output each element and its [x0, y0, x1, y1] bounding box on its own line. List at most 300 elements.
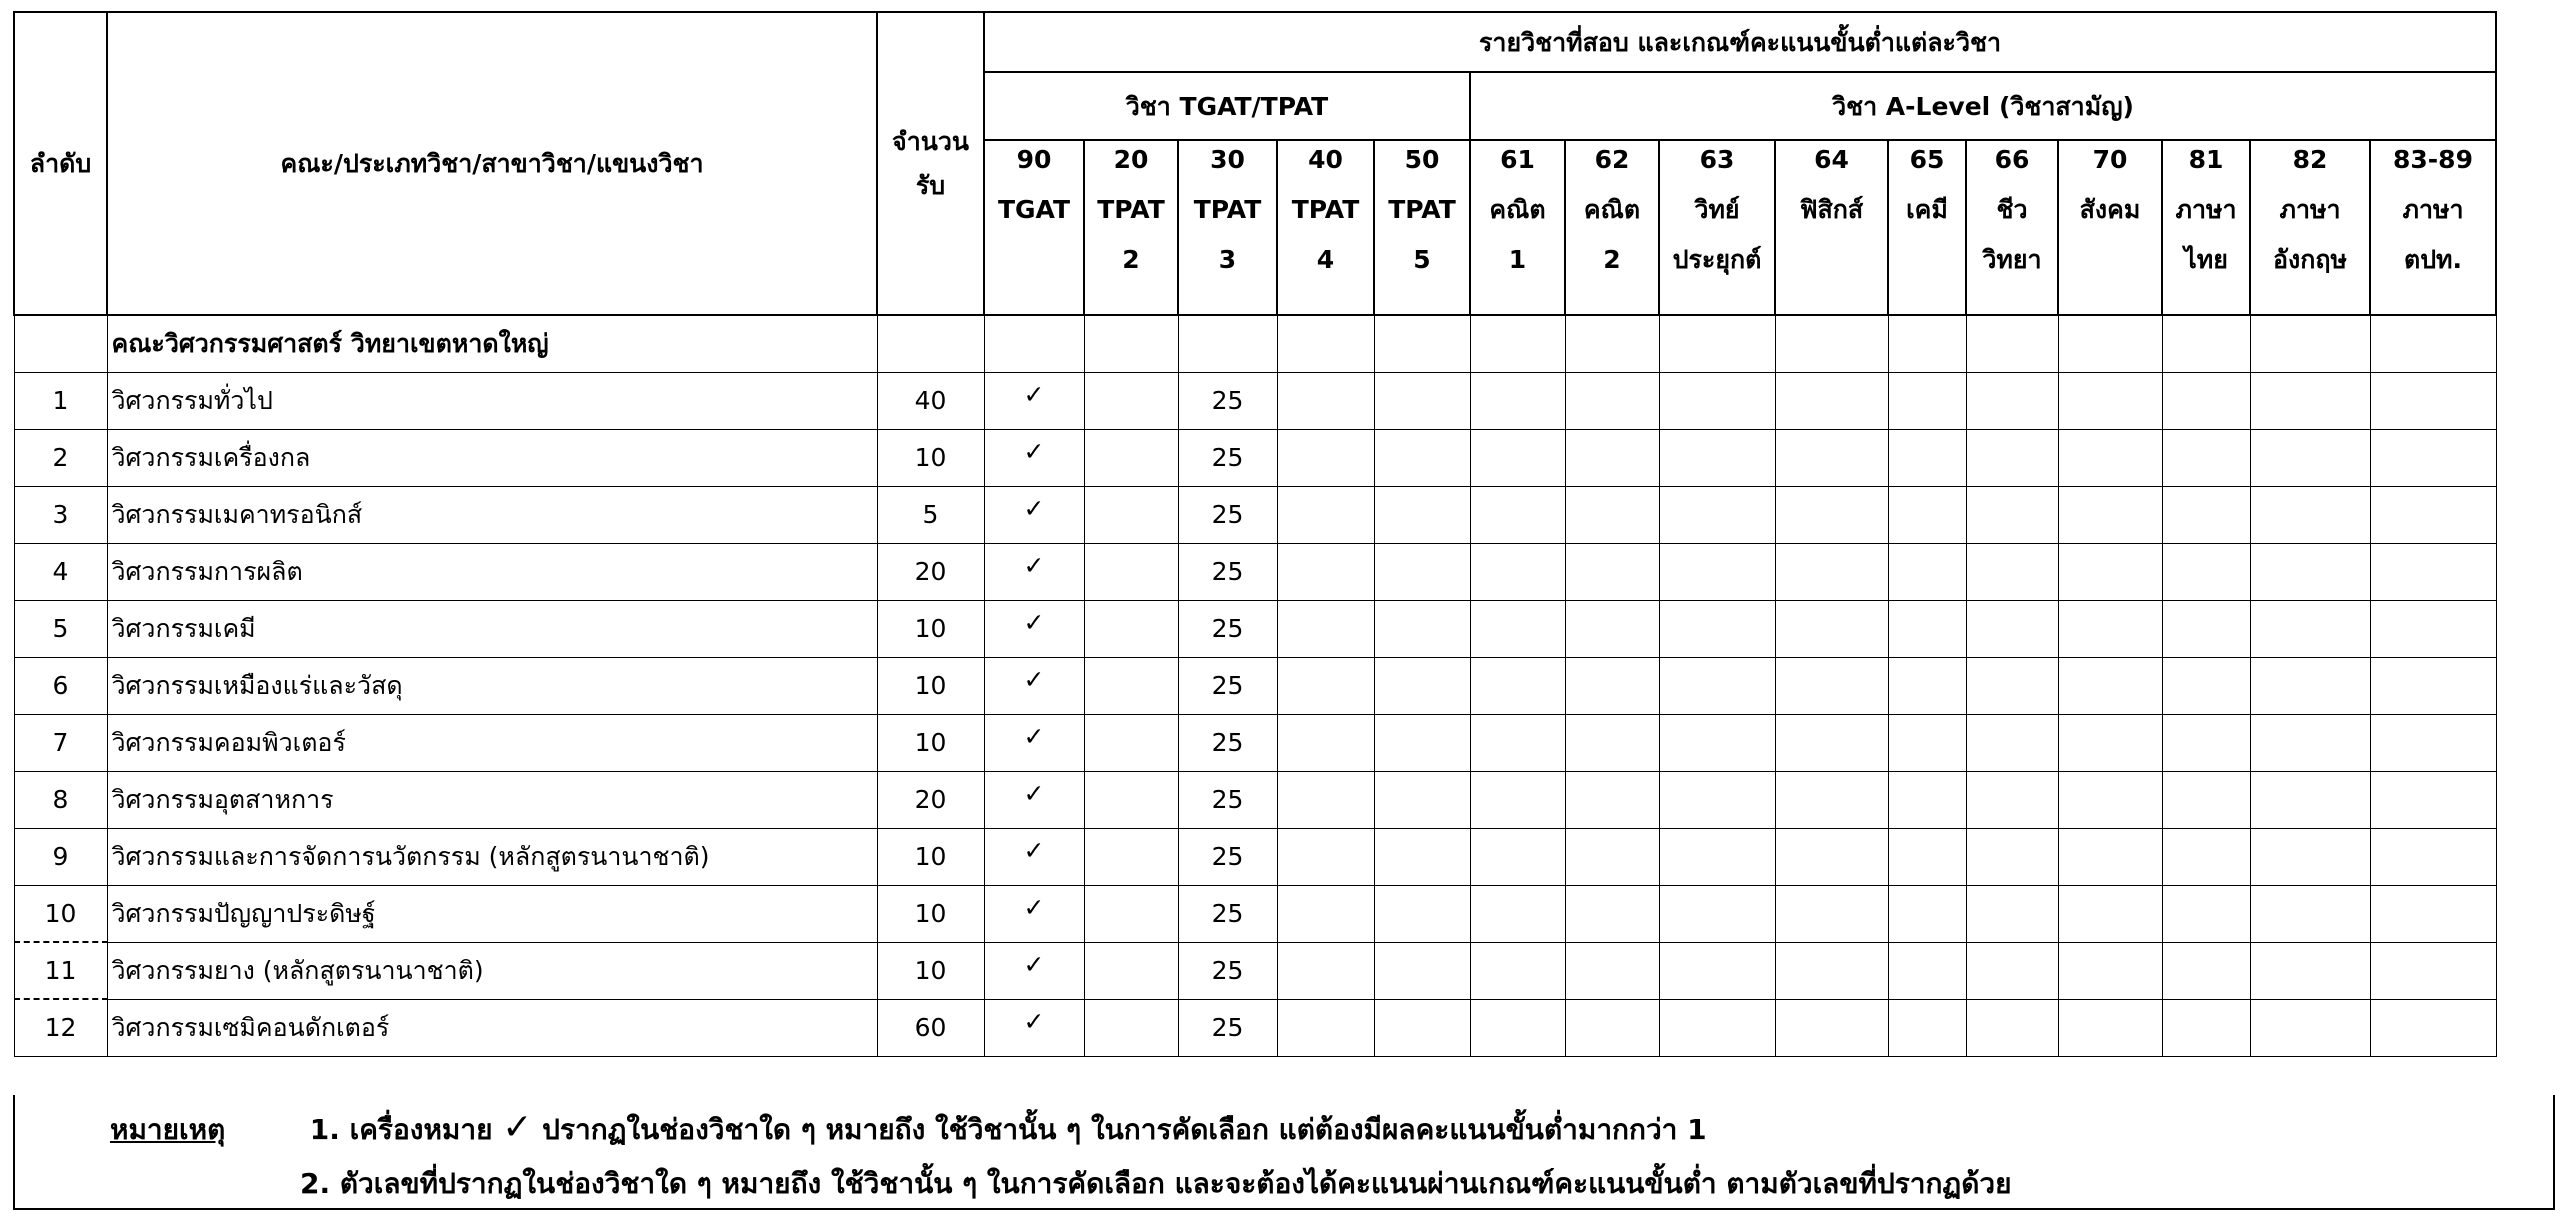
empty-score-cell — [2058, 543, 2162, 600]
faculty-row-quota-cell — [877, 315, 984, 372]
empty-score-cell — [2370, 429, 2496, 486]
tpat3-value: 25 — [1178, 429, 1277, 486]
tpat2-cell — [1084, 486, 1178, 543]
empty-score-cell — [1470, 429, 1565, 486]
subject-l2: 5 — [1413, 245, 1431, 274]
empty-score-cell — [1966, 429, 2058, 486]
empty-score-cell — [1277, 486, 1374, 543]
empty-score-cell — [1374, 771, 1470, 828]
empty-score-cell — [1659, 828, 1775, 885]
faculty-row-cell — [984, 315, 1084, 372]
empty-score-cell — [1565, 828, 1659, 885]
tpat3-value: 25 — [1178, 600, 1277, 657]
empty-score-cell — [2370, 885, 2496, 942]
empty-score-cell — [2162, 600, 2250, 657]
empty-score-cell — [1277, 657, 1374, 714]
empty-score-cell — [2162, 828, 2250, 885]
subject-header-65 — [1888, 140, 1966, 315]
row-number: 9 — [14, 828, 107, 885]
tgat-cell — [984, 600, 1084, 657]
tgat-cell — [984, 771, 1084, 828]
subject-l1: วิทย์ — [1694, 195, 1740, 224]
empty-score-cell — [2370, 771, 2496, 828]
empty-score-cell — [2162, 429, 2250, 486]
subject-l1: ภาษา — [2175, 195, 2237, 224]
empty-score-cell — [2058, 600, 2162, 657]
empty-score-cell — [2370, 999, 2496, 1056]
table-row — [14, 942, 2496, 999]
faculty-row-cell — [1178, 315, 1277, 372]
empty-score-cell — [1888, 828, 1966, 885]
empty-score-cell — [1888, 600, 1966, 657]
empty-score-cell — [1659, 771, 1775, 828]
empty-score-cell — [1888, 942, 1966, 999]
empty-score-cell — [1966, 486, 2058, 543]
tgat-cell — [984, 942, 1084, 999]
empty-score-cell — [1659, 429, 1775, 486]
empty-score-cell — [2250, 486, 2370, 543]
subject-header-90 — [984, 140, 1084, 315]
empty-score-cell — [1565, 600, 1659, 657]
program-name: วิศวกรรมการผลิต — [107, 543, 877, 600]
quota-value: 10 — [877, 429, 984, 486]
empty-score-cell — [1277, 714, 1374, 771]
empty-score-cell — [2058, 714, 2162, 771]
tpat3-value: 25 — [1178, 885, 1277, 942]
empty-score-cell — [1659, 486, 1775, 543]
empty-score-cell — [1374, 543, 1470, 600]
empty-score-cell — [1966, 771, 2058, 828]
check-mark-icon: ✓ — [1023, 950, 1045, 979]
subject-l1: TPAT — [1291, 195, 1360, 224]
tgat-cell — [984, 714, 1084, 771]
subject-code: 20 — [1113, 145, 1149, 174]
faculty-row-cell — [1470, 315, 1565, 372]
empty-score-cell — [1888, 999, 1966, 1056]
empty-score-cell — [1470, 543, 1565, 600]
subject-code: 62 — [1594, 145, 1630, 174]
subject-l1: TGAT — [997, 195, 1071, 224]
empty-score-cell — [1775, 714, 1888, 771]
subject-header-82 — [2250, 140, 2370, 315]
empty-score-cell — [1888, 657, 1966, 714]
subject-header-63 — [1659, 140, 1775, 315]
empty-score-cell — [2162, 771, 2250, 828]
tpat2-cell — [1084, 600, 1178, 657]
check-mark-icon: ✓ — [1023, 836, 1045, 865]
empty-score-cell — [2370, 600, 2496, 657]
empty-score-cell — [2370, 828, 2496, 885]
empty-score-cell — [1277, 999, 1374, 1056]
tgat-cell — [984, 657, 1084, 714]
empty-score-cell — [1565, 942, 1659, 999]
empty-score-cell — [1659, 942, 1775, 999]
empty-score-cell — [1374, 885, 1470, 942]
tpat3-value: 25 — [1178, 942, 1277, 999]
empty-score-cell — [1659, 657, 1775, 714]
faculty-row-cell — [1659, 315, 1775, 372]
check-mark-icon: ✓ — [1023, 893, 1045, 922]
empty-score-cell — [1277, 885, 1374, 942]
quota-value: 10 — [877, 885, 984, 942]
notes-label: หมายเหตุ — [110, 1113, 226, 1146]
empty-score-cell — [2250, 942, 2370, 999]
subject-code: 90 — [1016, 145, 1052, 174]
tpat2-cell — [1084, 372, 1178, 429]
row-number: 6 — [14, 657, 107, 714]
empty-score-cell — [1966, 543, 2058, 600]
empty-score-cell — [1775, 828, 1888, 885]
empty-score-cell — [2058, 885, 2162, 942]
faculty-row-cell — [1966, 315, 2058, 372]
empty-score-cell — [1659, 372, 1775, 429]
quota-value: 20 — [877, 771, 984, 828]
quota-value: 10 — [877, 714, 984, 771]
subject-l2: 2 — [1122, 245, 1140, 274]
subject-code: 63 — [1699, 145, 1735, 174]
empty-score-cell — [1374, 600, 1470, 657]
column-header-quota — [877, 12, 984, 315]
faculty-row-cell — [1565, 315, 1659, 372]
empty-score-cell — [2058, 999, 2162, 1056]
empty-score-cell — [2058, 771, 2162, 828]
empty-score-cell — [2250, 771, 2370, 828]
subject-l1: เคมี — [1906, 195, 1948, 224]
empty-score-cell — [1775, 600, 1888, 657]
program-name: วิศวกรรมเครื่องกล — [107, 429, 877, 486]
faculty-row-cell — [1374, 315, 1470, 372]
quota-value: 10 — [877, 600, 984, 657]
subject-header-61 — [1470, 140, 1565, 315]
subject-code: 70 — [2092, 145, 2128, 174]
subject-l1: สังคม — [2079, 195, 2141, 224]
subject-header-81 — [2162, 140, 2250, 315]
quota-value: 10 — [877, 828, 984, 885]
empty-score-cell — [1374, 999, 1470, 1056]
empty-score-cell — [2250, 600, 2370, 657]
subject-l2: 2 — [1603, 245, 1621, 274]
subject-l2 — [1889, 247, 1965, 297]
empty-score-cell — [1659, 543, 1775, 600]
empty-score-cell — [2250, 543, 2370, 600]
program-name: วิศวกรรมคอมพิวเตอร์ — [107, 714, 877, 771]
empty-score-cell — [1775, 771, 1888, 828]
empty-score-cell — [2162, 885, 2250, 942]
empty-score-cell — [2250, 714, 2370, 771]
tpat3-value: 25 — [1178, 486, 1277, 543]
quota-value: 10 — [877, 942, 984, 999]
empty-score-cell — [2370, 942, 2496, 999]
empty-score-cell — [1775, 999, 1888, 1056]
tpat3-value: 25 — [1178, 543, 1277, 600]
faculty-row-cell — [2250, 315, 2370, 372]
subject-code: 30 — [1210, 145, 1245, 174]
empty-score-cell — [1565, 714, 1659, 771]
subject-l1: ชีว — [1996, 195, 2028, 224]
tpat2-cell — [1084, 429, 1178, 486]
empty-score-cell — [2370, 486, 2496, 543]
tgat-cell — [984, 429, 1084, 486]
empty-score-cell — [2370, 714, 2496, 771]
empty-score-cell — [1775, 657, 1888, 714]
tpat2-cell — [1084, 771, 1178, 828]
table-row — [14, 657, 2496, 714]
quota-value: 40 — [877, 372, 984, 429]
row-number: 12 — [14, 999, 107, 1056]
program-name: วิศวกรรมเหมืองแร่และวัสดุ — [107, 657, 877, 714]
subject-l2: ประยุกต์ — [1672, 245, 1762, 274]
note-1-prefix: 1. เครื่องหมาย — [309, 1113, 493, 1146]
subject-l2: 1 — [1508, 245, 1527, 274]
check-mark-icon: ✓ — [1023, 608, 1045, 637]
subject-l2: 4 — [1316, 245, 1335, 274]
subject-code: 66 — [1994, 145, 2030, 174]
faculty-row-cell — [2058, 315, 2162, 372]
subject-code: 81 — [2188, 145, 2224, 174]
note-2-text: 2. ตัวเลขที่ปรากฏในช่องวิชาใด ๆ หมายถึง ใช้วิชานั้น ๆ ในการคัดเลือก และจะต้องได้คะแนนผ่านเกณฑ์คะแนนขั้นต่ำ ตามตัวเลขที่ปรากฏด้วย — [300, 1167, 2012, 1200]
empty-score-cell — [1966, 657, 2058, 714]
row-number: 1 — [14, 372, 107, 429]
empty-score-cell — [2058, 372, 2162, 429]
table-row — [14, 600, 2496, 657]
empty-score-cell — [2370, 657, 2496, 714]
program-name: วิศวกรรมปัญญาประดิษฐ์ — [107, 885, 877, 942]
empty-score-cell — [1888, 714, 1966, 771]
faculty-row-cell — [2370, 315, 2496, 372]
empty-score-cell — [1659, 885, 1775, 942]
check-mark-icon: ✓ — [1023, 380, 1045, 409]
tpat2-cell — [1084, 999, 1178, 1056]
faculty-row-cell — [2162, 315, 2250, 372]
empty-score-cell — [1374, 714, 1470, 771]
empty-score-cell — [1775, 942, 1888, 999]
empty-score-cell — [1470, 885, 1565, 942]
row-number: 5 — [14, 600, 107, 657]
notes-section — [13, 1095, 2555, 1210]
empty-score-cell — [1565, 771, 1659, 828]
column-header-program: คณะ/ประเภทวิชา/สาขาวิชา/แขนงวิชา — [107, 12, 877, 315]
empty-score-cell — [1966, 885, 2058, 942]
empty-score-cell — [2058, 657, 2162, 714]
subject-header-83-89 — [2370, 140, 2496, 315]
subject-l1: ภาษา — [2279, 195, 2341, 224]
tpat3-value: 25 — [1178, 828, 1277, 885]
empty-score-cell — [2058, 486, 2162, 543]
empty-score-cell — [1659, 600, 1775, 657]
column-header-no: ลำดับ — [14, 12, 107, 315]
empty-score-cell — [2058, 942, 2162, 999]
admission-criteria-table — [13, 11, 2497, 1057]
check-mark-icon: ✓ — [1023, 1007, 1045, 1036]
quota-value: 10 — [877, 657, 984, 714]
empty-score-cell — [1888, 486, 1966, 543]
empty-score-cell — [2058, 828, 2162, 885]
tpat2-cell — [1084, 828, 1178, 885]
tgat-cell — [984, 486, 1084, 543]
table-row — [14, 486, 2496, 543]
quota-value: 20 — [877, 543, 984, 600]
empty-score-cell — [1277, 372, 1374, 429]
subject-l1: TPAT — [1097, 195, 1165, 224]
empty-score-cell — [1888, 771, 1966, 828]
program-name: วิศวกรรมและการจัดการนวัตกรรม (หลักสูตรนานาชาติ) — [107, 828, 877, 885]
note-1-suffix: ปรากฏในช่องวิชาใด ๆ หมายถึง ใช้วิชานั้น ๆ ในการคัดเลือก แต่ต้องมีผลคะแนนขั้นต่ำมากกว่า 1 — [542, 1113, 1707, 1146]
subject-l1: ฟิสิกส์ — [1799, 195, 1864, 224]
subject-header-50 — [1374, 140, 1470, 315]
empty-score-cell — [1470, 771, 1565, 828]
empty-score-cell — [1966, 999, 2058, 1056]
subject-l2: ไทย — [2184, 245, 2228, 274]
tgat-cell — [984, 543, 1084, 600]
empty-score-cell — [1470, 999, 1565, 1056]
empty-score-cell — [1374, 429, 1470, 486]
note-2 — [300, 1162, 2012, 1206]
quota-value: 5 — [877, 486, 984, 543]
table-row — [14, 885, 2496, 942]
empty-score-cell — [1277, 600, 1374, 657]
empty-score-cell — [1277, 771, 1374, 828]
empty-score-cell — [1565, 543, 1659, 600]
empty-score-cell — [1888, 429, 1966, 486]
empty-score-cell — [1470, 828, 1565, 885]
empty-score-cell — [2250, 429, 2370, 486]
tpat3-value: 25 — [1178, 714, 1277, 771]
program-name: วิศวกรรมเคมี — [107, 600, 877, 657]
empty-score-cell — [1374, 942, 1470, 999]
subject-l2 — [2059, 247, 2161, 297]
empty-score-cell — [1565, 372, 1659, 429]
faculty-name: คณะวิศวกรรมศาสตร์ วิทยาเขตหาดใหญ่ — [107, 315, 877, 372]
check-mark-icon: ✓ — [1023, 779, 1045, 808]
group-a-level: วิชา A-Level (วิชาสามัญ) — [1470, 72, 2496, 140]
empty-score-cell — [2162, 543, 2250, 600]
empty-score-cell — [1470, 942, 1565, 999]
row-number: 10 — [14, 885, 107, 942]
tpat3-value: 25 — [1178, 657, 1277, 714]
subject-code: 61 — [1500, 145, 1535, 174]
subject-header-30 — [1178, 140, 1277, 315]
empty-score-cell — [1374, 657, 1470, 714]
empty-score-cell — [2370, 543, 2496, 600]
empty-score-cell — [2162, 714, 2250, 771]
subject-l2: อังกฤษ — [2273, 245, 2347, 274]
empty-score-cell — [1374, 486, 1470, 543]
empty-score-cell — [1888, 543, 1966, 600]
empty-score-cell — [1888, 885, 1966, 942]
empty-score-cell — [1966, 600, 2058, 657]
empty-score-cell — [1775, 543, 1888, 600]
faculty-row-no-cell — [14, 315, 107, 372]
subjects-title: รายวิชาที่สอบ และเกณฑ์คะแนนขั้นต่ำแต่ละวิชา — [984, 12, 2496, 72]
empty-score-cell — [2250, 372, 2370, 429]
empty-score-cell — [1277, 828, 1374, 885]
subject-header-66 — [1966, 140, 2058, 315]
faculty-row-cell — [1084, 315, 1178, 372]
empty-score-cell — [1277, 942, 1374, 999]
faculty-row-cell — [1277, 315, 1374, 372]
empty-score-cell — [1470, 657, 1565, 714]
empty-score-cell — [1659, 999, 1775, 1056]
subject-header-20 — [1084, 140, 1178, 315]
tpat2-cell — [1084, 543, 1178, 600]
subject-header-62 — [1565, 140, 1659, 315]
program-name: วิศวกรรมทั่วไป — [107, 372, 877, 429]
tgat-cell — [984, 999, 1084, 1056]
empty-score-cell — [2250, 828, 2370, 885]
table-row — [14, 372, 2496, 429]
empty-score-cell — [2162, 372, 2250, 429]
empty-score-cell — [2250, 657, 2370, 714]
subject-code: 50 — [1404, 145, 1440, 174]
empty-score-cell — [2370, 372, 2496, 429]
quota-value: 60 — [877, 999, 984, 1056]
check-mark-icon: ✓ — [1023, 437, 1045, 466]
subject-l2: วิทยา — [1982, 245, 2042, 274]
subject-code: 65 — [1909, 145, 1945, 174]
tgat-cell — [984, 885, 1084, 942]
empty-score-cell — [1470, 714, 1565, 771]
tgat-cell — [984, 372, 1084, 429]
check-mark-icon: ✓ — [502, 1107, 533, 1148]
empty-score-cell — [2250, 885, 2370, 942]
table-row — [14, 828, 2496, 885]
subject-l2: 3 — [1218, 245, 1237, 274]
tpat2-cell — [1084, 885, 1178, 942]
check-mark-icon: ✓ — [1023, 551, 1045, 580]
empty-score-cell — [2162, 486, 2250, 543]
subject-header-70 — [2058, 140, 2162, 315]
empty-score-cell — [1374, 372, 1470, 429]
group-tgat-tpat: วิชา TGAT/TPAT — [984, 72, 1470, 140]
table-row — [14, 714, 2496, 771]
empty-score-cell — [1565, 885, 1659, 942]
empty-score-cell — [1775, 885, 1888, 942]
quota-header-line1: จำนวน — [892, 126, 969, 156]
table-row — [14, 999, 2496, 1056]
empty-score-cell — [1470, 372, 1565, 429]
subject-l2: ตปท. — [2403, 245, 2463, 274]
tpat3-value: 25 — [1178, 999, 1277, 1056]
empty-score-cell — [1277, 543, 1374, 600]
empty-score-cell — [1888, 372, 1966, 429]
empty-score-cell — [2162, 942, 2250, 999]
empty-score-cell — [2162, 999, 2250, 1056]
empty-score-cell — [1565, 657, 1659, 714]
empty-score-cell — [2058, 429, 2162, 486]
empty-score-cell — [1565, 429, 1659, 486]
tpat3-value: 25 — [1178, 771, 1277, 828]
subject-l1: คณิต — [1489, 195, 1546, 224]
empty-score-cell — [1659, 714, 1775, 771]
empty-score-cell — [2250, 999, 2370, 1056]
empty-score-cell — [1470, 600, 1565, 657]
tpat2-cell — [1084, 942, 1178, 999]
quota-header-line2: รับ — [915, 170, 946, 200]
subject-l1: TPAT — [1388, 195, 1456, 224]
subject-l1: TPAT — [1193, 195, 1262, 224]
row-number: 8 — [14, 771, 107, 828]
program-name: วิศวกรรมเซมิคอนดักเตอร์ — [107, 999, 877, 1056]
empty-score-cell — [1775, 429, 1888, 486]
row-number: 2 — [14, 429, 107, 486]
subject-l1: คณิต — [1583, 195, 1641, 224]
faculty-row-cell — [1775, 315, 1888, 372]
empty-score-cell — [1470, 486, 1565, 543]
empty-score-cell — [1966, 828, 2058, 885]
program-name: วิศวกรรมอุตสาหการ — [107, 771, 877, 828]
table-row — [14, 429, 2496, 486]
row-number: 3 — [14, 486, 107, 543]
